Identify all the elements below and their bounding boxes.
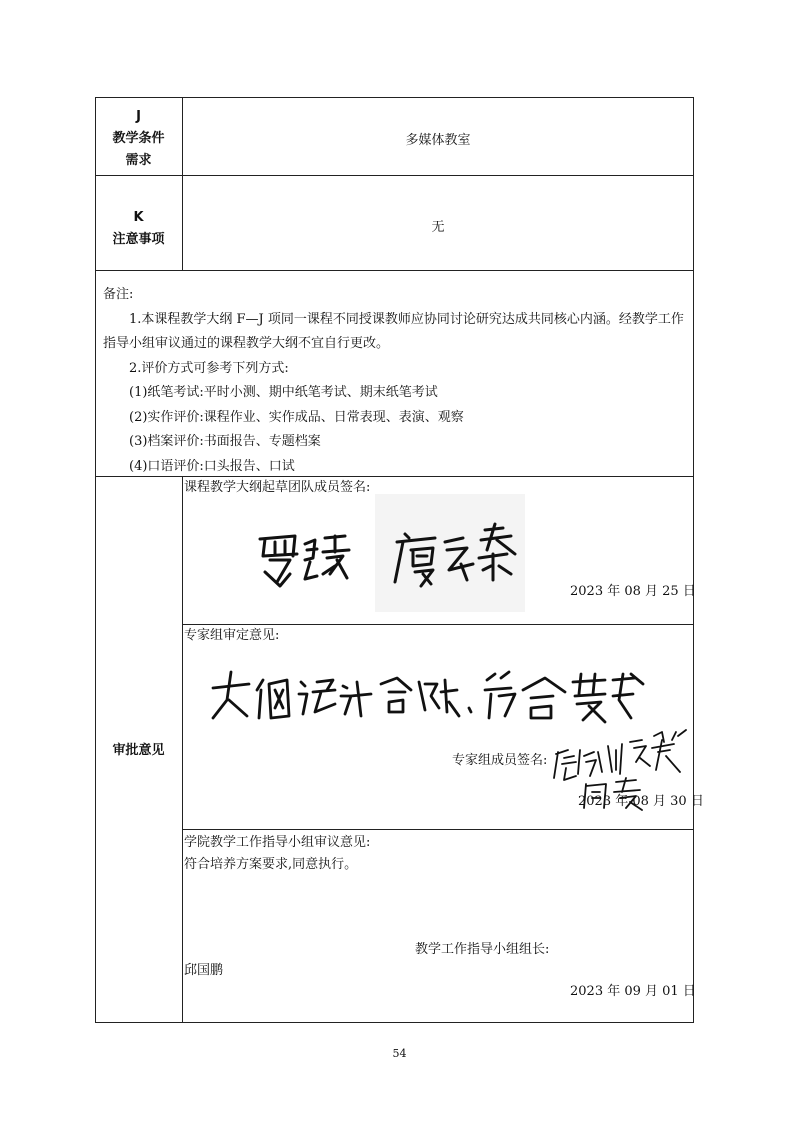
drafting-signature-image [235,494,525,614]
row-j-code: J [136,109,141,124]
row-k-content: 无 [431,220,445,235]
expert-opinion-handwriting [205,660,645,730]
row-j-label [95,106,182,172]
expert-member-label: 专家组成员签名: [452,753,548,768]
column-divider [182,476,183,1023]
drafting-heading: 课程教学大纲起草团队成员签名: [184,480,371,495]
row-k-title: 注意事项 [112,232,165,247]
remarks-sub-2: (2)实作评价:课程作业、实作成品、日常表现、表演、观察 [129,409,464,425]
row-j-content: 多媒体教室 [405,133,471,148]
row-divider [95,175,694,176]
expert-heading: 专家组审定意见: [184,628,280,643]
remarks-item-2: 2.评价方式可参考下列方式: [129,360,289,376]
expert-date: 2023 年 08 月 30 日 [578,794,704,809]
row-divider [95,270,694,271]
college-opinion: 符合培养方案要求,同意执行。 [184,857,358,872]
row-k-label [95,207,182,251]
remarks-sub-3: (3)档案评价:书面报告、专题档案 [129,434,321,449]
remarks-heading: 备注: [103,287,134,302]
remarks-item-1: 1.本课程教学大纲 F—J 项同一课程不同授课教师应协同讨论研究达成共同核心内涵。经教学工作指导小组审议通过的课程教学大纲不宜自行更改。 [103,311,684,351]
row-k-code: K [133,210,144,225]
remarks-sub-1: (1)纸笔考试:平时小测、期中纸笔考试、期末纸笔考试 [129,385,438,400]
drafting-date: 2023 年 08 月 25 日 [570,584,696,599]
row-j-title-2: 需求 [125,153,152,168]
column-divider [182,97,183,270]
college-leader-label: 教学工作指导小组组长: [415,942,550,957]
row-divider [182,829,694,830]
approval-label: 审批意见 [112,743,165,758]
row-j-title-1: 教学条件 [112,131,165,146]
college-heading: 学院教学工作指导小组审议意见: [184,835,371,850]
college-leader-name: 邱国鹏 [184,963,224,978]
college-date: 2023 年 09 月 01 日 [570,984,696,999]
page-number: 54 [392,1047,407,1060]
remarks-sub-4: (4)口语评价:口头报告、口试 [129,458,295,474]
remarks-block [103,283,688,479]
